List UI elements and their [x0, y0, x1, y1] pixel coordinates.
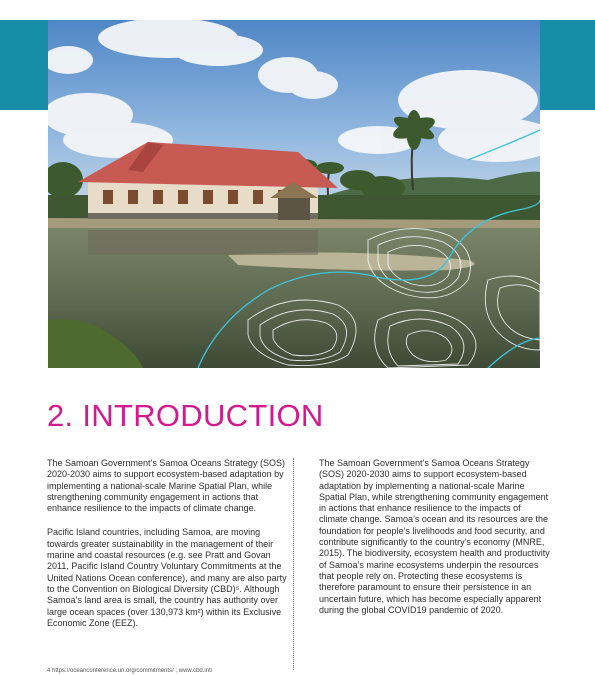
footnote: 4 https://oceanconference.un.org/commitments/ ; www.cbd.int/ — [47, 668, 213, 674]
right-text-column — [319, 458, 551, 629]
column-divider — [293, 458, 294, 670]
samoan-fale-lagoon-photo — [48, 20, 540, 368]
left-text-column — [47, 458, 289, 642]
decorative-teal-band-right — [540, 20, 595, 110]
right-paragraph-1: The Samoan Government’s Samoa Oceans Strategy (SOS) 2020-2030 aims to support ecosystem-based adaptation by implementing a national-scale Marine Spatial Plan, while strengthening community engagement in actions that enhance resilience to the impacts of climate change. Samoa’s ocean and its resources are the foundation for people’s livelihoods and food security, and contribute significantly to the country’s economy (MNRE, 2015). The biodiversity, ecosystem health and productivity of Samoa’s marine ecosystems underpin the resources that people rely on. Protecting these ecosystems is therefore paramount to ensure their persistence in an uncertain future, which has become especially apparent during the global COVID19 pandemic of 2020. — [319, 458, 550, 615]
section-heading: 2. INTRODUCTION — [47, 398, 324, 433]
decorative-teal-band-left — [0, 20, 48, 110]
left-paragraph-2: Pacific Island countries, including Samoa, are moving towards greater sustainability in the management of their marine and coastal resources (e.g. see Pratt and Govan 2011, Pacific Island Country Voluntary Commitments at the United Nations Ocean conference), and many are also party to the Convention on Biological Diversity (CBD)⁵. Although Samoa’s land area is small, the country has authority over large ocean spaces (over 130,973 km²) within its Exclusive Economic Zone (EEZ). — [47, 527, 287, 628]
left-paragraph-1: The Samoan Government’s Samoa Oceans Strategy (SOS) 2020-2030 aims to support ecosystem-based adaptation by implementing a national-scale Marine Spatial Plan, while strengthening community engagement in actions that enhance resilience to the impacts of climate change. — [47, 458, 285, 514]
